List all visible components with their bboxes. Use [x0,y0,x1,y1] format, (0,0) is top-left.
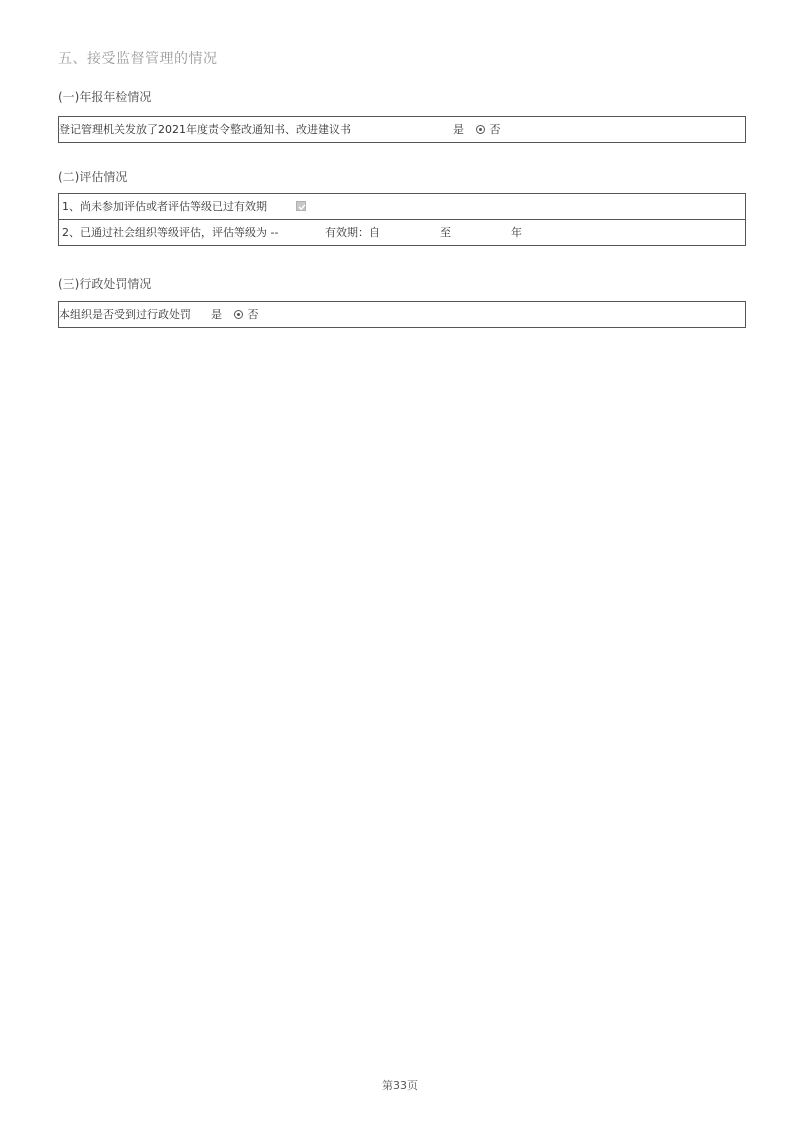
penalty-question: 本组织是否受到过行政处罚 [59,308,191,321]
annual-report-row [59,117,745,142]
evaluation-heading: (二)评估情况 [58,170,128,184]
page-title: 五、接受监督管理的情况 [58,51,218,67]
evaluation-row1-label: 1、尚未参加评估或者评估等级已过有效期 [62,200,267,213]
annual-report-heading: (一)年报年检情况 [58,90,152,104]
annual-report-options [453,117,501,142]
annual-report-yes-option[interactable] [453,123,468,136]
annual-report-box [58,116,746,143]
penalty-yes-option[interactable] [211,308,226,321]
penalty-yes-label: 是 [211,308,222,321]
penalty-options [211,302,259,327]
annual-report-question: 登记管理机关发放了2021年度责令整改通知书、改进建议书 [59,123,351,136]
evaluation-row-1 [59,194,745,219]
evaluation-validity-label: 有效期：自 [325,226,380,239]
penalty-row [59,302,745,327]
radio-selected-icon [234,310,243,319]
penalty-no-option[interactable] [226,308,259,321]
annual-report-no-option[interactable] [468,123,501,136]
evaluation-row-2 [59,219,745,245]
checkbox-checked-icon [296,201,306,211]
penalty-heading: (三)行政处罚情况 [58,277,152,291]
evaluation-box [58,193,746,246]
page-number: 第33页 [382,1079,418,1092]
penalty-no-label: 否 [247,308,259,321]
evaluation-row1-checkbox[interactable] [296,194,306,219]
evaluation-to-label: 至 [440,226,451,239]
annual-report-yes-label: 是 [453,123,464,136]
evaluation-row2-label: 2、已通过社会组织等级评估，评估等级为 -- [62,226,279,239]
annual-report-no-label: 否 [489,123,501,136]
penalty-box [58,301,746,328]
evaluation-year-label: 年 [511,226,522,239]
radio-selected-icon [476,125,485,134]
